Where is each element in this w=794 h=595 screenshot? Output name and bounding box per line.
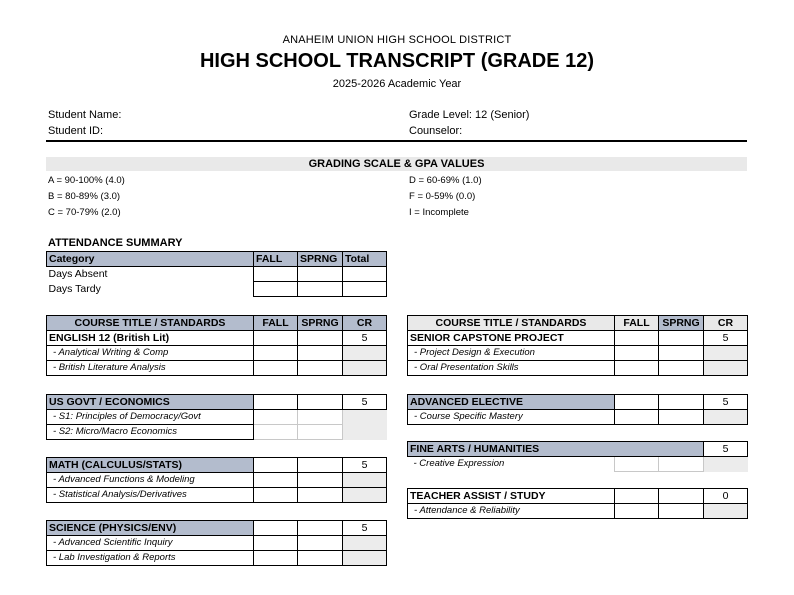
- grade-cell[interactable]: [254, 488, 298, 503]
- standard-label: - Analytical Writing & Comp: [47, 346, 254, 361]
- grade-cell[interactable]: [615, 331, 659, 346]
- grade-cell[interactable]: [659, 457, 704, 472]
- grade-cell[interactable]: [298, 425, 343, 440]
- credit-cell: [343, 473, 387, 488]
- course-header-title: COURSE TITLE / STANDARDS: [408, 316, 615, 331]
- grade-cell[interactable]: [298, 395, 343, 410]
- grade-cell[interactable]: [254, 361, 298, 376]
- grade-cell[interactable]: [615, 346, 659, 361]
- district-name: ANAHEIM UNION HIGH SCHOOL DISTRICT: [282, 34, 512, 46]
- grade-cell[interactable]: [659, 331, 704, 346]
- grade-cell[interactable]: [298, 346, 343, 361]
- credit-value: 5: [343, 395, 387, 410]
- grade-cell[interactable]: [298, 488, 343, 503]
- credit-cell: [704, 346, 748, 361]
- grade-cell[interactable]: [254, 458, 298, 473]
- grade-cell[interactable]: [254, 473, 298, 488]
- attendance-table: [46, 251, 387, 297]
- credit-cell: [704, 504, 748, 519]
- standard-label: - S1: Principles of Democracy/Govt: [47, 410, 254, 425]
- credit-value: 5: [343, 521, 387, 536]
- course-header-fall: FALL: [254, 316, 298, 331]
- att-cell[interactable]: [298, 282, 343, 297]
- grade-cell[interactable]: [298, 536, 343, 551]
- credit-value: 5: [343, 331, 387, 346]
- att-cell[interactable]: [298, 267, 343, 282]
- header-divider: [46, 140, 747, 142]
- standard-label: - Attendance & Reliability: [408, 504, 615, 519]
- credit-value: 5: [343, 458, 387, 473]
- course-title-arts: FINE ARTS / HUMANITIES: [408, 442, 615, 457]
- grade-cell[interactable]: [298, 361, 343, 376]
- course-title-capstone: SENIOR CAPSTONE PROJECT: [408, 331, 615, 346]
- grade-cell[interactable]: [298, 331, 343, 346]
- credit-cell: [343, 410, 387, 425]
- grade-cell[interactable]: [298, 473, 343, 488]
- att-header-category: Category: [47, 252, 254, 267]
- credit-cell: [704, 410, 748, 425]
- grade-cell[interactable]: [254, 521, 298, 536]
- course-title-english: ENGLISH 12 (British Lit): [47, 331, 254, 346]
- credit-value: 5: [704, 331, 748, 346]
- att-header-total: Total: [343, 252, 387, 267]
- standard-label: - Project Design & Execution: [408, 346, 615, 361]
- page-title: HIGH SCHOOL TRANSCRIPT (GRADE 12): [199, 50, 595, 72]
- grade-scale-d: D = 60-69% (1.0): [409, 175, 482, 186]
- elective-course-table: [407, 394, 748, 425]
- att-header-fall: FALL: [254, 252, 298, 267]
- standard-label: - British Literature Analysis: [47, 361, 254, 376]
- course-header-sprng: SPRNG: [298, 316, 343, 331]
- credit-cell: [343, 488, 387, 503]
- grade-cell[interactable]: [659, 395, 704, 410]
- credit-value: 0: [704, 489, 748, 504]
- arts-course-table: [407, 441, 748, 472]
- credit-cell: [343, 536, 387, 551]
- standard-label: - Advanced Scientific Inquiry: [47, 536, 254, 551]
- counselor-label: Counselor:: [409, 125, 463, 137]
- standard-label: - Lab Investigation & Reports: [47, 551, 254, 566]
- grade-scale-a: A = 90-100% (4.0): [48, 175, 125, 186]
- grade-cell[interactable]: [615, 442, 659, 457]
- grade-cell[interactable]: [298, 551, 343, 566]
- att-cell[interactable]: [343, 282, 387, 297]
- course-header-fall: FALL: [615, 316, 659, 331]
- academic-year: 2025-2026 Academic Year: [332, 78, 462, 90]
- grade-cell[interactable]: [298, 521, 343, 536]
- credit-cell: [704, 361, 748, 376]
- course-title-govt: US GOVT / ECONOMICS: [47, 395, 254, 410]
- standard-label: - Creative Expression: [413, 458, 505, 470]
- credit-value: 5: [704, 442, 748, 457]
- grade-cell[interactable]: [659, 361, 704, 376]
- grade-cell[interactable]: [615, 410, 659, 425]
- credit-cell: [343, 425, 387, 440]
- course-title-elective: ADVANCED ELECTIVE: [408, 395, 615, 410]
- grade-cell[interactable]: [254, 410, 298, 425]
- grade-scale-f: F = 0-59% (0.0): [409, 191, 476, 202]
- grade-cell[interactable]: [254, 551, 298, 566]
- grade-level-label: Grade Level: 12 (Senior): [409, 109, 530, 121]
- grade-cell[interactable]: [615, 457, 659, 472]
- student-id-label: Student ID:: [48, 125, 104, 137]
- standard-label: - Advanced Functions & Modeling: [47, 473, 254, 488]
- course-header-cr: CR: [704, 316, 748, 331]
- grade-cell[interactable]: [659, 489, 704, 504]
- att-row-label: Days Absent: [48, 268, 108, 281]
- grade-cell[interactable]: [298, 410, 343, 425]
- grade-cell[interactable]: [659, 346, 704, 361]
- grade-cell[interactable]: [659, 442, 704, 457]
- grading-scale-title: GRADING SCALE & GPA VALUES: [308, 158, 485, 170]
- credit-value: 5: [704, 395, 748, 410]
- standard-label: - Course Specific Mastery: [408, 410, 615, 425]
- grade-cell[interactable]: [254, 331, 298, 346]
- govt-course-table: [46, 394, 387, 440]
- course-title-ta: TEACHER ASSIST / STUDY: [408, 489, 615, 504]
- course-header-sprng: SPRNG: [659, 316, 704, 331]
- ta-course-table: [407, 488, 748, 519]
- student-name-label: Student Name:: [48, 109, 122, 121]
- att-cell[interactable]: [254, 282, 298, 297]
- grade-cell[interactable]: [659, 504, 704, 519]
- credit-cell: [704, 457, 748, 472]
- att-row-label: Days Tardy: [48, 283, 101, 295]
- course-title-science: SCIENCE (PHYSICS/ENV): [47, 521, 254, 536]
- grade-scale-b: B = 80-89% (3.0): [48, 191, 121, 202]
- science-course-table: [46, 520, 387, 566]
- grade-cell[interactable]: [254, 346, 298, 361]
- grade-cell[interactable]: [254, 536, 298, 551]
- attendance-heading: ATTENDANCE SUMMARY: [48, 237, 183, 249]
- standard-label: - S2: Micro/Macro Economics: [47, 425, 254, 440]
- math-course-table: [46, 457, 387, 503]
- att-header-sprng: SPRNG: [298, 252, 343, 267]
- att-cell[interactable]: [343, 267, 387, 282]
- course-title-math: MATH (CALCULUS/STATS): [47, 458, 254, 473]
- credit-cell: [343, 551, 387, 566]
- grade-cell[interactable]: [615, 361, 659, 376]
- grade-cell[interactable]: [615, 489, 659, 504]
- grade-cell[interactable]: [254, 425, 298, 440]
- credit-cell: [343, 346, 387, 361]
- course-header-cr: CR: [343, 316, 387, 331]
- grade-scale-i: I = Incomplete: [409, 207, 469, 218]
- grade-cell[interactable]: [659, 410, 704, 425]
- grade-cell[interactable]: [298, 458, 343, 473]
- grade-cell[interactable]: [615, 504, 659, 519]
- standard-label: - Oral Presentation Skills: [408, 361, 615, 376]
- credit-cell: [343, 361, 387, 376]
- english-course-table: [46, 315, 387, 376]
- grade-cell[interactable]: [254, 395, 298, 410]
- capstone-course-table: [407, 315, 748, 376]
- att-cell[interactable]: [254, 267, 298, 282]
- grade-cell[interactable]: [615, 395, 659, 410]
- standard-label: - Statistical Analysis/Derivatives: [47, 488, 254, 503]
- course-header-title: COURSE TITLE / STANDARDS: [47, 316, 254, 331]
- grade-scale-c: C = 70-79% (2.0): [48, 207, 121, 218]
